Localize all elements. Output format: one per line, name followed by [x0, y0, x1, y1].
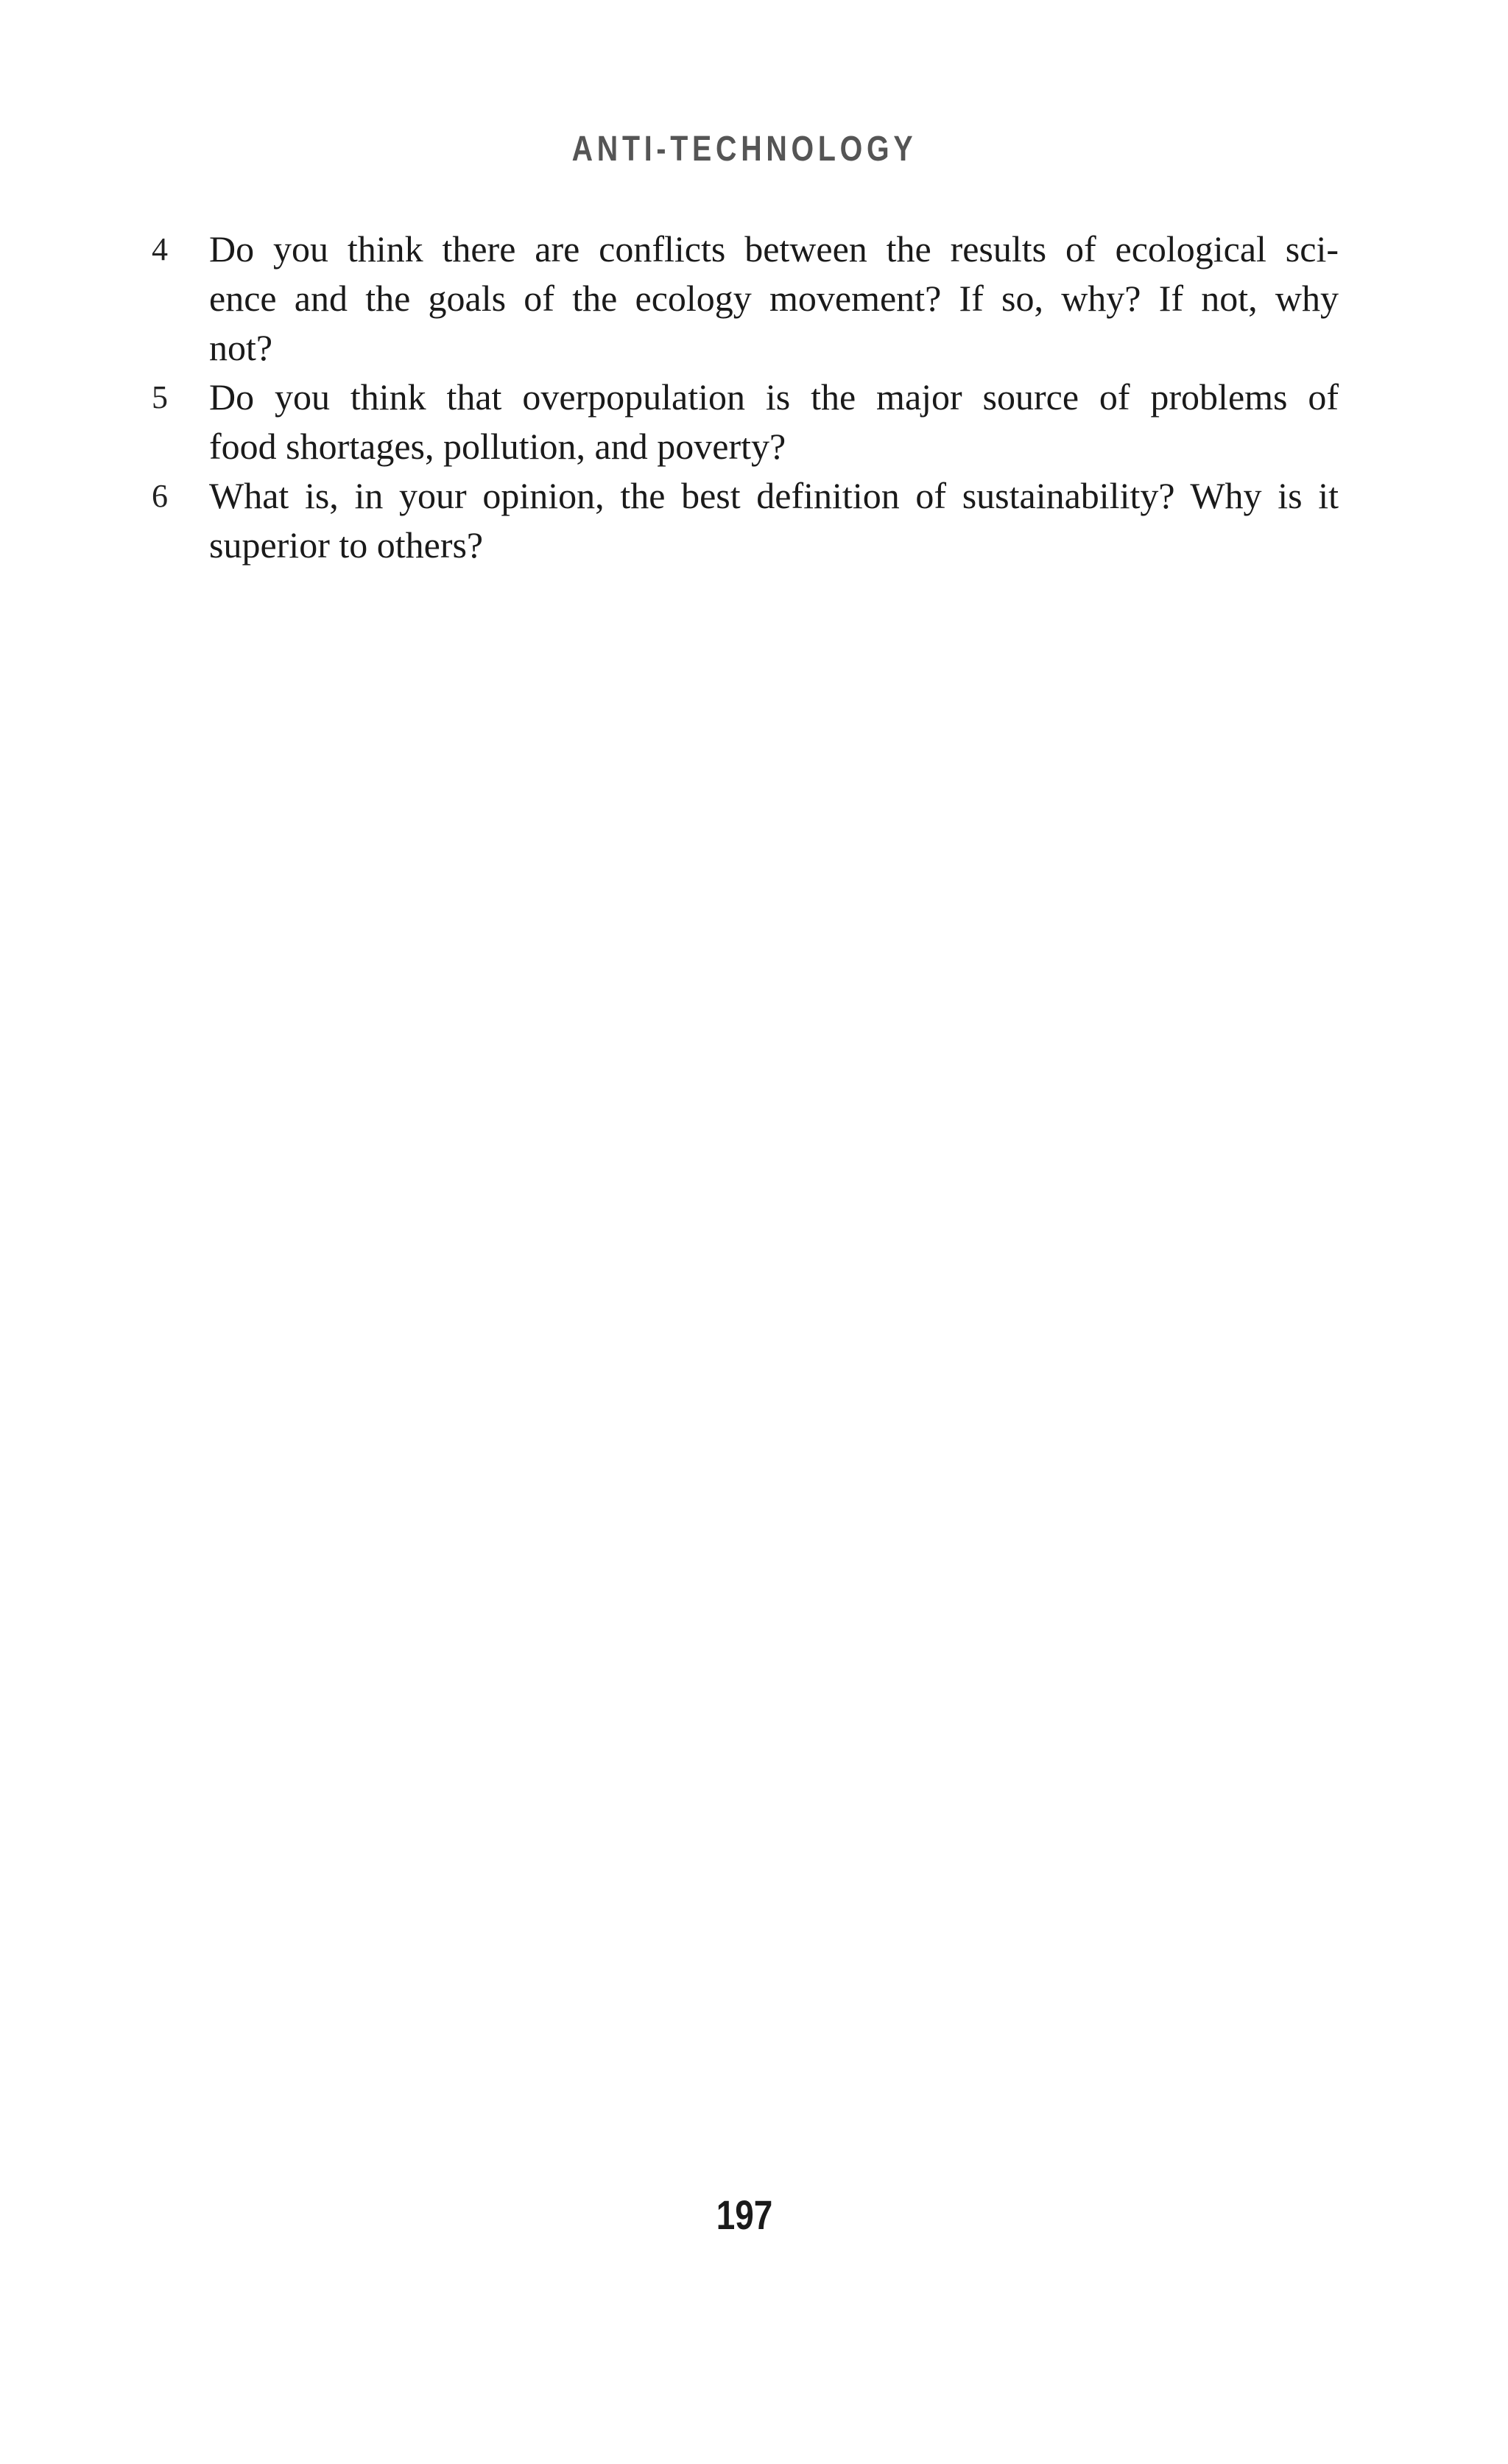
- question-item: [152, 225, 1339, 373]
- question-line: superior to others?: [209, 524, 484, 566]
- question-line: What is, in your opinion, the best definition of sustainability? Why is it: [209, 475, 1339, 516]
- question-item: [152, 373, 1339, 471]
- question-number: 4: [152, 231, 168, 267]
- page-number: 197: [716, 2192, 773, 2238]
- question-number: 6: [152, 478, 168, 514]
- question-line: food shortages, pollution, and poverty?: [209, 426, 786, 467]
- question-line: not?: [209, 327, 273, 368]
- running-head: ANTI-TECHNOLOGY: [571, 130, 917, 169]
- question-line: Do you think there are conflicts between the results of ecological sci-: [209, 228, 1339, 270]
- question-item: [152, 471, 1339, 570]
- question-number: 5: [152, 379, 168, 415]
- question-list: [152, 225, 1339, 570]
- question-line: Do you think that overpopulation is the major source of problems of: [209, 376, 1339, 418]
- question-line: ence and the goals of the ecology movement? If so, why? If not, why: [209, 278, 1339, 319]
